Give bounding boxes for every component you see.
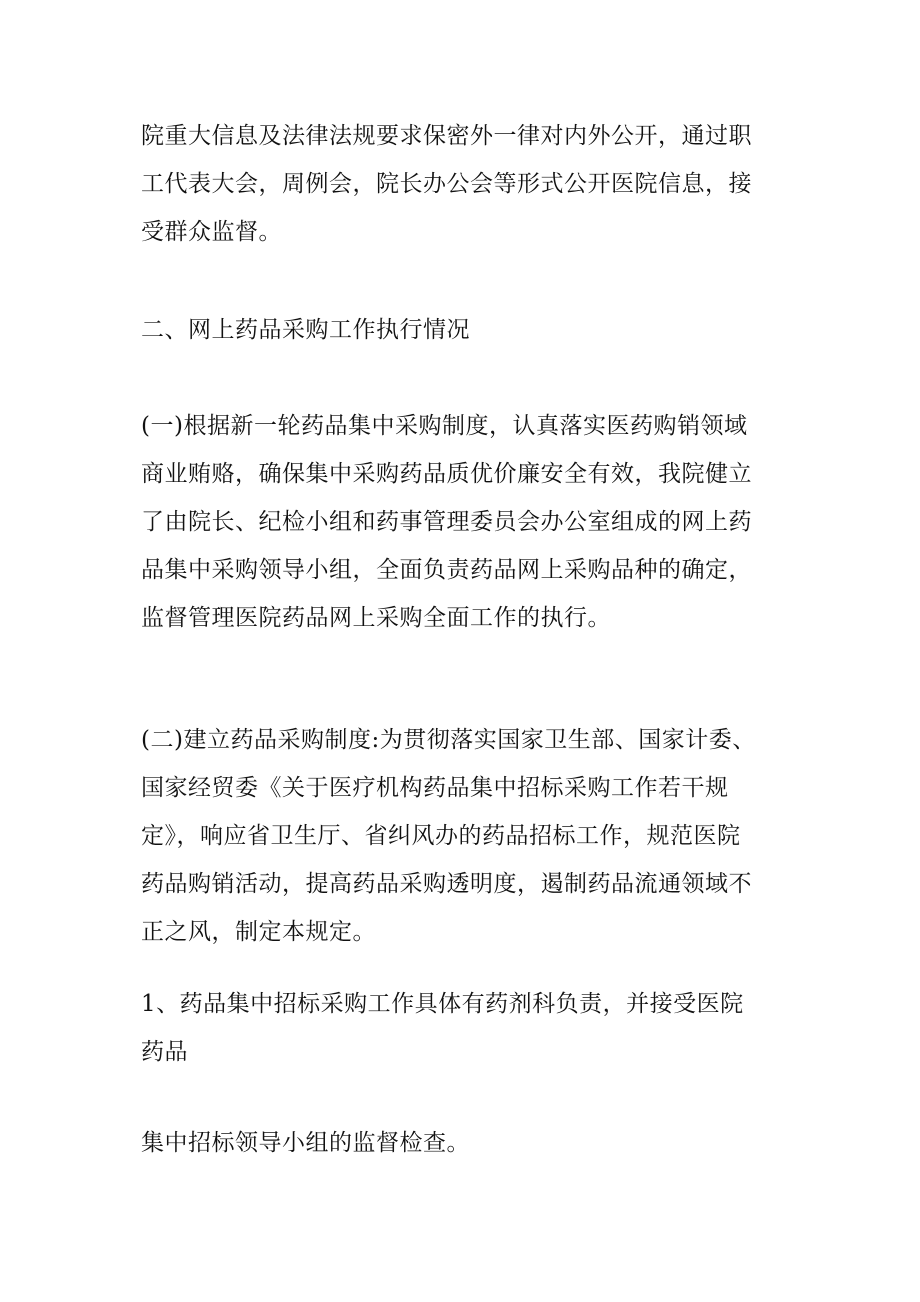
paragraph-item-two bbox=[141, 716, 791, 956]
text-line: 国家经贸委《关于医疗机构药品集中招标采购工作若干规 bbox=[141, 775, 729, 801]
text-line: 监督管理医院药品网上采购全面工作的执行。 bbox=[141, 605, 611, 631]
heading-text: 二、网上药品采购工作执行情况 bbox=[141, 317, 470, 343]
text-line: 1、药品集中招标采购工作具体有药剂科负责，并接受医院 bbox=[141, 991, 744, 1017]
section-heading bbox=[141, 306, 791, 354]
text-line: (二)建立药品采购制度:为贯彻落实国家卫生部、国家计委、 bbox=[141, 727, 756, 753]
paragraph-continuation bbox=[141, 1119, 791, 1167]
paragraph-numbered-one bbox=[141, 980, 791, 1076]
text-line: (一)根据新一轮药品集中采购制度，认真落实医药购销领域 bbox=[141, 413, 748, 439]
paragraph-disclosure bbox=[141, 112, 791, 256]
text-line: 品集中采购领导小组，全面负责药品网上采购品种的确定， bbox=[141, 557, 752, 583]
text-line: 药品购销活动，提高药品采购透明度，遏制药品流通领域不 bbox=[141, 871, 752, 897]
text-line: 正之风，制定本规定。 bbox=[141, 919, 376, 945]
paragraph-item-one bbox=[141, 402, 791, 642]
text-line: 商业贿赂，确保集中采购药品质优价廉安全有效，我院健立 bbox=[141, 461, 752, 487]
text-line: 药品 bbox=[141, 1039, 188, 1065]
text-line: 受群众监督。 bbox=[141, 219, 282, 245]
text-line: 院重大信息及法律法规要求保密外一律对内外公开，通过职 bbox=[141, 123, 752, 149]
text-line: 了由院长、纪检小组和药事管理委员会办公室组成的网上药 bbox=[141, 509, 752, 535]
text-line: 集中招标领导小组的监督检查。 bbox=[141, 1130, 470, 1156]
text-line: 工代表大会，周例会，院长办公会等形式公开医院信息，接 bbox=[141, 171, 752, 197]
text-line: 定》，响应省卫生厅、省纠风办的药品招标工作，规范医院 bbox=[141, 823, 741, 849]
